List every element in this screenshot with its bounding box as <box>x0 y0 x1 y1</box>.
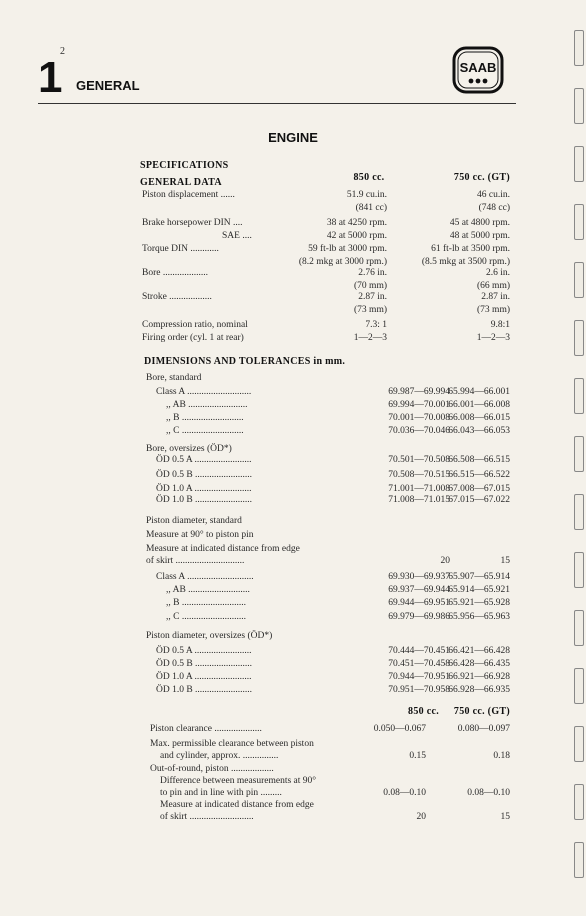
value-850: 59 ft-lb at 3000 rpm. <box>308 244 387 254</box>
row-label: ÖD 1.0 B ........................ <box>156 685 253 695</box>
value-750: 65.914—65.921 <box>448 585 510 595</box>
index-tab <box>574 30 584 66</box>
index-tab <box>574 320 584 356</box>
index-tab <box>574 668 584 704</box>
value-850: 7.3: 1 <box>365 320 387 330</box>
value-750: 15 <box>500 812 510 822</box>
value-750: 66.508—66.515 <box>448 455 510 465</box>
value-750: (66 mm) <box>477 281 510 291</box>
row-label: ,, AB ......................... <box>166 400 248 410</box>
row-label: ÖD 0.5 A ........................ <box>156 646 252 656</box>
value-750: 66.515—66.522 <box>448 470 510 480</box>
column-header-850: 850 cc. <box>353 172 385 183</box>
value-850: 20 <box>440 556 450 566</box>
section-title: ENGINE <box>268 130 318 145</box>
row-label: Measure at indicated distance from edge <box>160 800 314 810</box>
row-label: Piston clearance .................... <box>150 724 262 734</box>
row-label: ÖD 0.5 A ........................ <box>156 455 252 465</box>
value-850: 70.508—70.515 <box>388 470 450 480</box>
index-tab <box>574 784 584 820</box>
value-750: 66.043—66.053 <box>448 426 510 436</box>
value-750: 2.87 in. <box>481 292 510 302</box>
value-750: 45 at 4800 rpm. <box>449 218 510 228</box>
value-750: 65.994—66.001 <box>448 387 510 397</box>
row-label: Bore, oversizes (ÖD*) <box>146 444 232 454</box>
value-750: 0.080—0.097 <box>457 724 510 734</box>
row-label: Piston displacement ...... <box>142 190 235 200</box>
value-750: 1—2—3 <box>476 333 510 343</box>
row-label: ÖD 0.5 B ........................ <box>156 470 253 480</box>
value-750: 67.008—67.015 <box>448 484 510 494</box>
value-750: 66.008—66.015 <box>448 413 510 423</box>
row-label: Compression ratio, nominal <box>142 320 248 330</box>
index-tab <box>574 204 584 240</box>
chapter-title: GENERAL <box>76 78 140 93</box>
value-750: 66.921—66.928 <box>448 672 510 682</box>
value-750: 61 ft-lb at 3500 rpm. <box>431 244 510 254</box>
page-number: 2 <box>60 46 65 57</box>
value-750: 66.001—66.008 <box>448 400 510 410</box>
value-750: 66.421—66.428 <box>448 646 510 656</box>
header-rule <box>38 103 516 104</box>
value-750: 15 <box>500 556 510 566</box>
row-label: ÖD 1.0 A ........................ <box>156 484 252 494</box>
row-label: Class A ........................... <box>156 387 252 397</box>
row-label: Stroke .................. <box>142 292 212 302</box>
chapter-number: 1 <box>38 53 63 102</box>
row-label: Bore ................... <box>142 268 208 278</box>
value-750: 0.08—0.10 <box>467 788 510 798</box>
value-850: 70.501—70.508 <box>388 455 450 465</box>
value-850: (73 mm) <box>354 305 387 315</box>
row-label: Difference between measurements at 90° <box>160 776 317 786</box>
value-850: (8.2 mkg at 3000 rpm.) <box>298 257 387 267</box>
value-750: 65.956—65.963 <box>448 612 510 622</box>
value-750: 65.921—65.928 <box>448 598 510 608</box>
dimensions-heading: DIMENSIONS AND TOLERANCES in mm. <box>144 356 346 367</box>
row-label: Piston diameter, standard <box>146 516 242 526</box>
row-label: Class A ............................ <box>156 572 254 582</box>
row-label: Bore, standard <box>146 373 202 383</box>
index-tab <box>574 842 584 878</box>
index-tab <box>574 378 584 414</box>
index-tab <box>574 436 584 472</box>
row-label: of skirt ........................... <box>160 812 254 822</box>
value-750: 9.8:1 <box>490 320 510 330</box>
value-850: 70.951—70.958 <box>388 685 450 695</box>
value-750: 65.907—65.914 <box>448 572 510 582</box>
index-tab <box>574 262 584 298</box>
value-850: (841 cc) <box>355 203 387 213</box>
row-label: Measure at indicated distance from edge <box>146 544 300 554</box>
row-label: and cylinder, approx. ............... <box>160 751 279 761</box>
value-850: 70.944—70.951 <box>388 672 450 682</box>
row-label: ,, C ........................... <box>166 612 246 622</box>
specifications-heading: SPECIFICATIONS <box>140 160 229 171</box>
row-label: Firing order (cyl. 1 at rear) <box>142 333 244 343</box>
value-750: (73 mm) <box>477 305 510 315</box>
value-850: 38 at 4250 rpm. <box>326 218 387 228</box>
value-850: 70.451—70.458 <box>388 659 450 669</box>
row-label: ,, AB .......................... <box>166 585 250 595</box>
value-850: 0.08—0.10 <box>383 788 426 798</box>
value-850: 1—2—3 <box>353 333 387 343</box>
value-850: 71.001—71.008 <box>388 484 450 494</box>
row-label: ,, B .......................... <box>166 413 244 423</box>
value-850: 70.444—70.451 <box>388 646 450 656</box>
value-850: 69.930—69.937 <box>388 572 450 582</box>
row-label: of skirt ............................. <box>146 556 245 566</box>
value-750: (8.5 mkg at 3500 rpm.) <box>421 257 510 267</box>
row-label: Measure at 90° to piston pin <box>146 530 254 540</box>
row-label: SAE .... <box>222 231 252 241</box>
row-label: ÖD 1.0 B ........................ <box>156 495 253 505</box>
value-850: (70 mm) <box>354 281 387 291</box>
index-tab <box>574 610 584 646</box>
index-tabs <box>568 30 586 890</box>
row-label: ,, C .......................... <box>166 426 244 436</box>
index-tab <box>574 494 584 530</box>
column-header-850-lower: 850 cc. <box>408 706 439 717</box>
value-850: 69.979—69.986 <box>388 612 450 622</box>
value-750: 66.928—66.935 <box>448 685 510 695</box>
value-750: 48 at 5000 rpm. <box>449 231 510 241</box>
value-850: 20 <box>416 812 426 822</box>
value-850: 2.87 in. <box>358 292 387 302</box>
value-850: 69.937—69.944 <box>388 585 450 595</box>
value-850: 0.050—0.067 <box>373 724 426 734</box>
index-tab <box>574 726 584 762</box>
value-850: 69.994—70.001 <box>388 400 450 410</box>
value-850: 42 at 5000 rpm. <box>326 231 387 241</box>
index-tab <box>574 146 584 182</box>
value-850: 69.987—69.994 <box>388 387 450 397</box>
value-750: 66.428—66.435 <box>448 659 510 669</box>
row-label: ÖD 1.0 A ........................ <box>156 672 252 682</box>
row-label: Piston diameter, oversizes (ÖD*) <box>146 631 273 641</box>
value-750: 2.6 in. <box>485 268 510 278</box>
value-750: (748 cc) <box>478 203 510 213</box>
index-tab <box>574 88 584 124</box>
row-label: Out-of-round, piston .................. <box>150 764 274 774</box>
value-850: 71.008—71.015 <box>388 495 450 505</box>
value-850: 51.9 cu.in. <box>346 190 387 200</box>
row-label: Brake horsepower DIN .... <box>142 218 243 228</box>
index-tab <box>574 552 584 588</box>
svg-text:SAAB: SAAB <box>459 60 497 75</box>
column-header-750-lower: 750 cc. (GT) <box>453 706 510 717</box>
value-750: 46 cu.in. <box>477 190 510 200</box>
column-header-750: 750 cc. (GT) <box>453 172 510 183</box>
value-850: 0.15 <box>409 751 426 761</box>
value-850: 70.036—70.046 <box>388 426 450 436</box>
general-data-heading: GENERAL DATA <box>140 177 222 188</box>
value-750: 0.18 <box>493 751 510 761</box>
row-label: to pin and in line with pin ......... <box>160 788 282 798</box>
row-label: Max. permissible clearance between piston <box>150 739 314 749</box>
value-850: 2.76 in. <box>358 268 387 278</box>
saab-logo <box>452 46 504 94</box>
value-850: 70.001—70.008 <box>388 413 450 423</box>
value-750: 67.015—67.022 <box>448 495 510 505</box>
value-850: 69.944—69.951 <box>388 598 450 608</box>
row-label: ÖD 0.5 B ........................ <box>156 659 253 669</box>
row-label: ,, B ........................... <box>166 598 246 608</box>
row-label: Torque DIN ............ <box>142 244 219 254</box>
